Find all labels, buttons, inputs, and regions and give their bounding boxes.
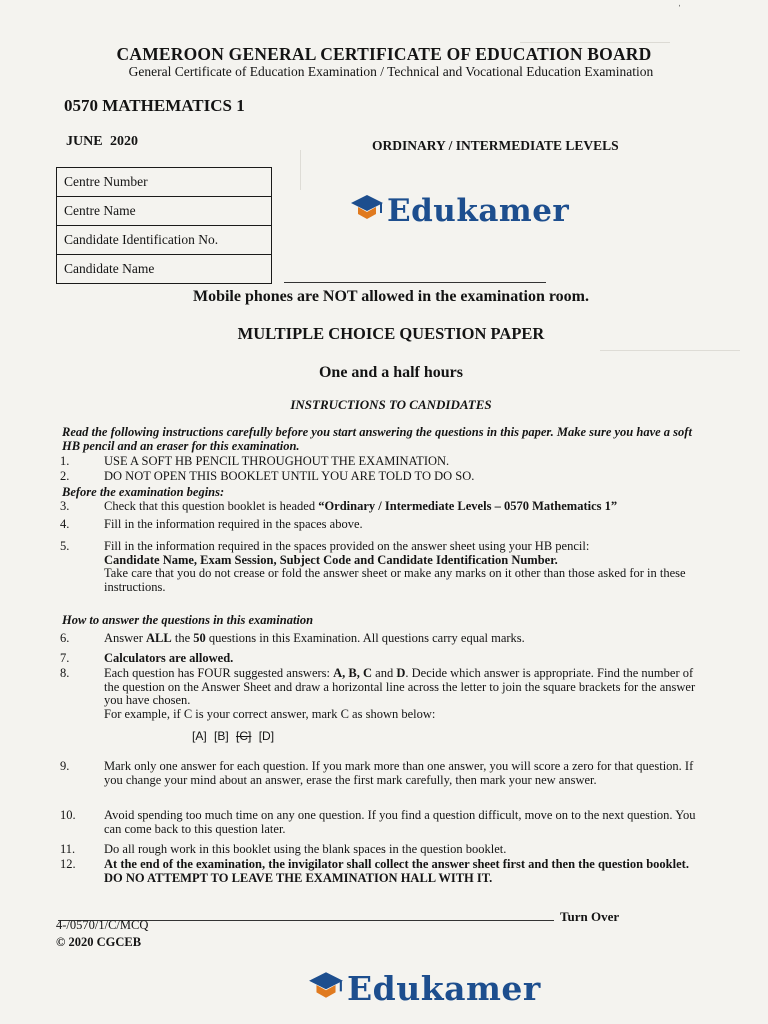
item-number: 1. — [60, 454, 70, 468]
exam-levels: ORDINARY / INTERMEDIATE LEVELS — [372, 138, 619, 153]
item-text: the — [171, 631, 194, 645]
candidate-info-table — [56, 167, 272, 284]
copyright-notice: © 2020 CGCEB — [56, 935, 142, 949]
example-text: For example, if C is your correct answer, mark C as shown below: — [104, 706, 436, 721]
exam-session: JUNE 2020 — [66, 134, 139, 149]
instruction-item-6 — [60, 632, 700, 646]
item-number: 3. — [60, 499, 70, 513]
how-to-answer-heading: How to answer the questions in this examination — [62, 613, 314, 627]
mark-d: [D] — [258, 729, 275, 743]
graduation-cap-icon — [308, 969, 344, 1008]
instruction-item-3 — [60, 500, 700, 514]
item-text: Check that this question booklet is headed — [104, 499, 319, 513]
subject-code-title: 0570 MATHEMATICS 1 — [64, 96, 245, 115]
edukamer-logo-top — [350, 193, 569, 229]
item-text-bold: “Ordinary / Intermediate Levels – 0570 Mathematics 1” — [318, 499, 618, 513]
item-number: 5. — [60, 539, 70, 553]
item-text: questions in this Examination. All questions carry equal marks. — [205, 631, 525, 645]
instruction-item-12 — [60, 858, 700, 885]
item-text: Do all rough work in this booklet using the blank spaces in the question booklet. — [104, 842, 507, 856]
before-exam-heading: Before the examination begins: — [62, 485, 225, 499]
item-text: Each question has FOUR suggested answers: — [104, 666, 334, 680]
instruction-item-10 — [60, 809, 700, 836]
item-text-bold: Calculators are allowed. — [104, 651, 234, 665]
item-text-bold: ALL — [146, 631, 172, 645]
instruction-item-7 — [60, 652, 700, 666]
item-text: DO NOT OPEN THIS BOOKLET UNTIL YOU ARE TOLD TO DO SO. — [104, 469, 475, 483]
item-text: Avoid spending too much time on any one question. If you find a question difficult, move on to the next question. You can come back to this question later. — [104, 808, 696, 836]
turn-over-label: Turn Over — [560, 909, 620, 924]
bleed-through-mark — [300, 150, 361, 190]
logo-text-kamer: kamer — [420, 969, 541, 1008]
instruction-item-11 — [60, 843, 700, 857]
item-text-bold: A, B, C — [333, 666, 373, 680]
instructions-intro: Read the following instructions carefully before you start answering the questions in this paper. Make sure you have a soft HB pencil and an eraser for this examination. — [62, 425, 692, 453]
item-text-2: Take care that you do not crease or fold the answer sheet or make any marks on it other than those asked for in these instructions. — [104, 566, 686, 594]
exam-duration: One and a half hours — [318, 364, 464, 381]
item-number: 10. — [60, 808, 76, 822]
item-number: 12. — [60, 857, 76, 871]
instruction-item-9 — [60, 760, 700, 787]
logo-text-edu: Edu — [347, 969, 421, 1008]
exam-types: General Certificate of Education Examination / Technical and Vocational Education Examination — [128, 64, 654, 79]
table-row — [57, 255, 272, 284]
item-number: 9. — [60, 759, 70, 773]
logo-text-edu: Edu — [387, 193, 457, 229]
answer-mark-example — [192, 729, 274, 743]
centre-number-field[interactable]: Centre Number — [57, 168, 272, 197]
item-text: . Decide which answer is appropriate. Find the number of the question on the Answer Sheet and draw a horizontal line across the letter to join the square brackets for the answer you have chosen. — [104, 666, 696, 707]
item-text: Answer — [104, 631, 147, 645]
logo-text-kamer: kamer — [456, 193, 570, 229]
item-number: 4. — [60, 517, 70, 531]
instruction-item-5 — [60, 540, 700, 594]
item-number: 2. — [60, 469, 70, 483]
item-number: 11. — [60, 842, 76, 856]
instruction-item-2 — [60, 470, 700, 484]
item-text-bold: 50 — [193, 631, 206, 645]
board-title: CAMEROON GENERAL CERTIFICATE OF EDUCATION BOARD — [116, 44, 652, 64]
item-text: and — [372, 666, 397, 680]
paper-reference: 4-/0570/1/C/MCQ — [56, 918, 149, 932]
instruction-item-8 — [60, 667, 700, 721]
candidate-id-field[interactable]: Candidate Identification No. — [57, 226, 272, 255]
item-text-bold: D — [396, 666, 406, 680]
item-number: 7. — [60, 651, 70, 665]
graduation-cap-icon — [350, 193, 384, 229]
instructions-heading: INSTRUCTIONS TO CANDIDATES — [290, 397, 492, 412]
divider-line — [284, 282, 546, 283]
item-number: 8. — [60, 666, 70, 680]
table-row — [57, 168, 272, 197]
paper-type-heading: MULTIPLE CHOICE QUESTION PAPER — [237, 324, 545, 343]
mark-b: [B] — [214, 729, 229, 743]
mobile-phone-notice: Mobile phones are NOT allowed in the examination room. — [192, 288, 589, 305]
item-text-bold: Candidate Name, Exam Session, Subject Code and Candidate Identification Number. — [104, 552, 558, 567]
mark-c-struck: [C] — [236, 729, 252, 743]
centre-name-field[interactable]: Centre Name — [57, 197, 272, 226]
candidate-name-field[interactable]: Candidate Name — [64, 261, 155, 276]
item-text-bold: At the end of the examination, the invigilator shall collect the answer sheet first and then the question booklet. DO NO ATTEMPT TO LEAVE THE EXAMINATION HALL WITH IT. — [104, 857, 689, 885]
instruction-item-4 — [60, 518, 700, 532]
item-text: USE A SOFT HB PENCIL THROUGHOUT THE EXAMINATION. — [104, 454, 450, 468]
item-text: Fill in the information required in the spaces above. — [104, 517, 363, 531]
table-row — [57, 197, 272, 226]
item-text: Fill in the information required in the spaces provided on the answer sheet using your HB pencil: — [104, 539, 590, 553]
item-text: Mark only one answer for each question. If you mark more than one answer, you will score a zero for that question. If you change your mind about an answer, erase the first mark carefully, then mark your new answer. — [104, 759, 694, 787]
corner-tick-mark: ˈ — [678, 4, 682, 15]
item-number: 6. — [60, 631, 70, 645]
table-row — [57, 226, 272, 255]
edukamer-logo-bottom — [308, 969, 541, 1008]
instruction-item-1 — [60, 455, 700, 469]
bleed-through-mark — [600, 350, 740, 352]
mark-a: [A] — [192, 729, 207, 743]
